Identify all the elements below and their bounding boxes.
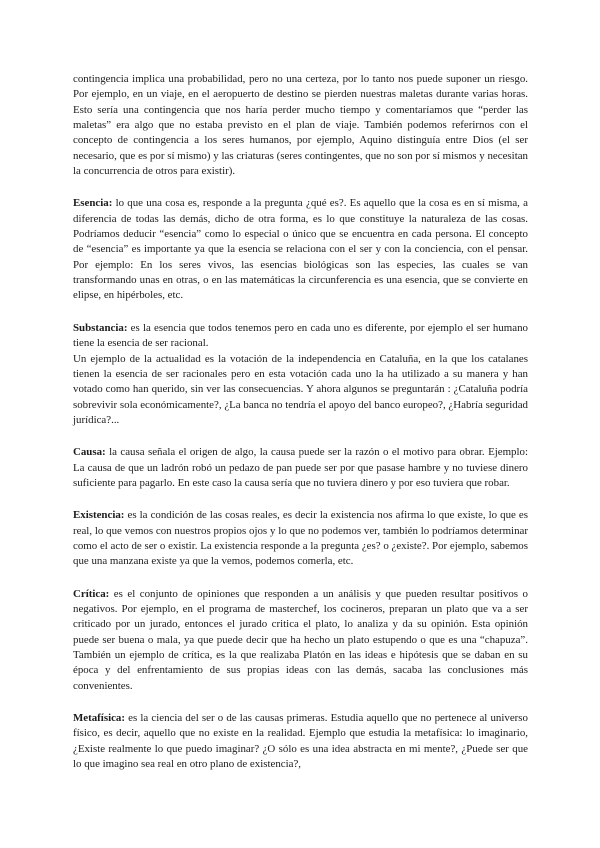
metafisica-paragraph [73, 711, 528, 772]
substancia-paragraph [73, 321, 528, 352]
existencia-paragraph [73, 508, 528, 569]
causa-paragraph [73, 445, 528, 491]
esencia-term: Esencia: [73, 197, 113, 210]
existencia-term: Existencia: [73, 509, 125, 522]
intro-paragraph [73, 72, 528, 179]
substancia-example-paragraph [73, 352, 528, 429]
critica-text: es el conjunto de opiniones que responden a un análisis y que pueden resultar positivos o negativos. Por ejemplo, en el programa de masterchef, los cocineros, preparan un plato que va a ser criticado por un jurado, entonces el jurado critica el plato, lo analiza y da su opinión. Esta opinión puede ser buena o mala, ya que puede decir que ha hecho un plato estupendo o que es una “chapuza”. También un ejemplo de crítica, es la que realizaba Platón en las ideas e hipótesis que se daban en su época y del enfrentamiento de sus propias ideas con las demás, sacaba las conclusiones más convenientes. [73, 587, 528, 692]
substancia-example-text: Un ejemplo de la actualidad es la votación de la independencia en Cataluña, en la que los catalanes tienen la esencia de ser racionales pero en esta votación cada uno la ha utilizado a su manera y han votado como han querido, sin ver las consecuencias. Y ahora algunos se preguntarán : ¿Cataluña podría sobrevivir sola económicamente?, ¿La banca no tendría el apoyo del banco europeo?, ¿Habría seguridad jurídica?... [73, 352, 528, 426]
intro-text: contingencia implica una probabilidad, pero no una certeza, por lo tanto nos puede suponer un riesgo. Por ejemplo, en un viaje, en el aeropuerto de destino se pierden nuestras maletas durante varias horas. Esto sería una contingencia que nos haría perder mucho tiempo y comentaríamos que “perder las maletas” era algo que no estaba previsto en el plan de viaje. También podemos referirnos con el concepto de contingencia a los seres humanos, por ejemplo, Aquino distinguía entre Dios (el ser necesario, que es por sí mismo) y las criaturas (seres contingentes, que no son por sí mismos y necesitan la concurrencia de otros para existir). [73, 73, 528, 178]
critica-paragraph [73, 587, 528, 694]
esencia-paragraph [73, 196, 528, 303]
substancia-text: es la esencia que todos tenemos pero en cada uno es diferente, por ejemplo el ser humano tiene la esencia de ser racional. [73, 321, 528, 350]
metafisica-text: es la ciencia del ser o de las causas primeras. Estudia aquello que no pertenece al universo físico, es decir, aquello que no existe en la realidad. Ejemplo que estudia la metafísica: lo imaginario,¿Existe realmente lo que puedo imaginar? ¿O sólo es una idea abstracta en mi mente?, ¿Puede ser que lo que imagino sea real en otro plano de existencia?, [73, 712, 528, 771]
critica-term: Crítica: [73, 587, 110, 600]
existencia-text: es la condición de las cosas reales, es decir la existencia nos afirma lo que existe, lo que es real, lo que vemos con nuestros propios ojos y lo que no podemos ver, también lo podríamos determinar como el acto de ser o existir. La existencia responde a la pregunta ¿es? o ¿existe?. Por ejemplo, sabemos que una manzana existe ya que la vemos, podemos comerla, etc. [73, 509, 528, 568]
substancia-term: Substancia: [73, 321, 128, 334]
metafisica-term: Metafísica: [73, 712, 126, 725]
causa-term: Causa: [73, 446, 106, 459]
esencia-text: lo que una cosa es, responde a la pregunta ¿qué es?. Es aquello que la cosa es en sí misma, a diferencia de todas las demás, dicho de otra forma, es lo que constituye la naturaleza de las cosas. Podríamos deducir “esencia” como lo especial o único que se encuentra en cada persona. El concepto de “esencia” es importante ya que la esencia se relaciona con el ser y con la conciencia, con el pensar. Por ejemplo: En los seres vivos, las esencias biológicas son las especies, las cuales se van transformando unas en otras, o en las matemáticas la circunferencia es una esencia, que se convierte en elipse, en hipérboles, etc. [73, 197, 528, 302]
causa-text: la causa señala el origen de algo, la causa puede ser la razón o el motivo para obrar. Ejemplo: La causa de que un ladrón robó un pedazo de pan puede ser por que pasase hambre y no tuviese dinero suficiente para pagarlo. En este caso la causa sería que no tuviera dinero y por eso tuviera que robar. [73, 446, 528, 489]
